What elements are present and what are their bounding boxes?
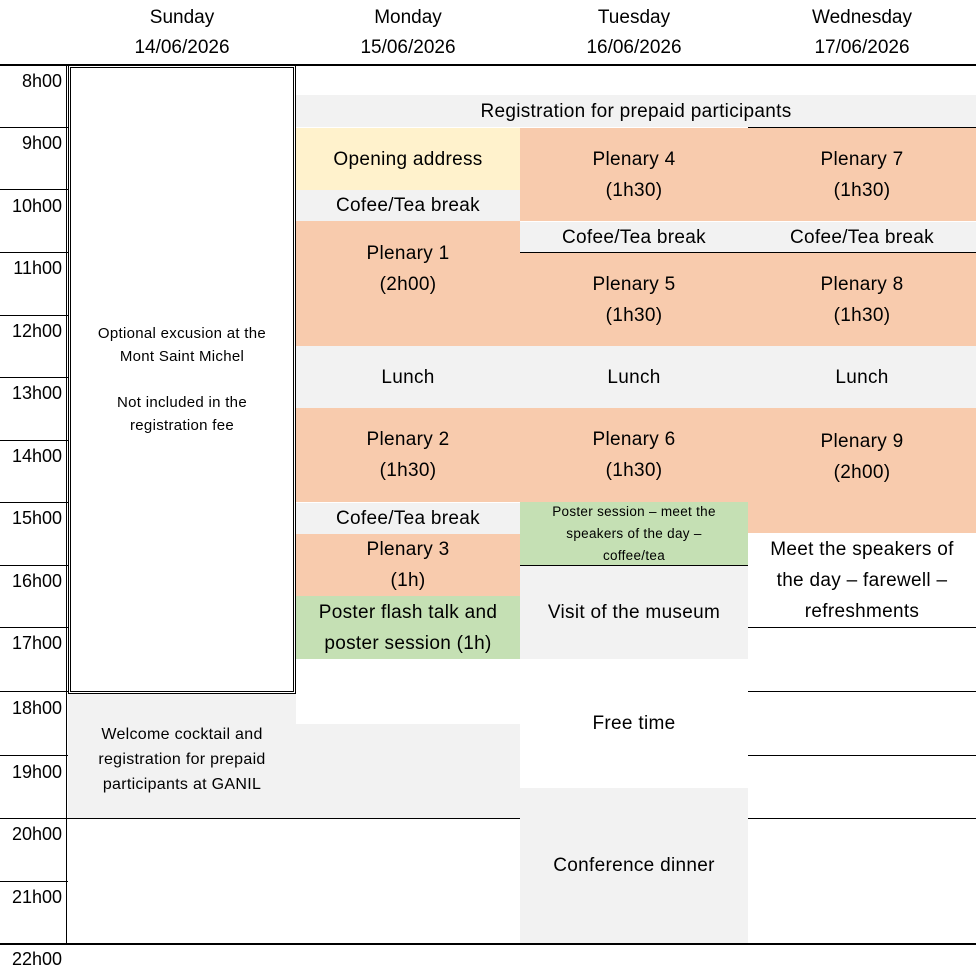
hour-label: 22h00 [11,949,62,969]
day-name: Sunday [149,7,215,28]
plenary-title: Plenary 7 [820,148,904,170]
hour-line [748,627,976,628]
hour-line [0,189,68,190]
hour-label: 9h00 [21,133,62,153]
day-header-monday [296,3,520,63]
time-column-divider [66,64,67,944]
plenary-title: Plenary 6 [592,429,676,450]
plenary-title: Plenary 8 [820,273,904,295]
farewell-block [748,533,976,628]
hour-label: 12h00 [11,321,62,341]
day-name: Tuesday [597,7,671,28]
lunch-label: Lunch [835,366,889,388]
hour-line [0,252,68,253]
plenary2-block [296,408,520,502]
plenary3-block [296,534,520,596]
poster-flash-block [296,596,520,659]
hour-line [0,127,68,128]
lunch-block-wed [748,346,976,408]
plenary-title: Plenary 1 [366,242,450,264]
plenary-title: Plenary 2 [366,429,450,450]
coffee-break-label: Cofee/Tea break [336,195,480,216]
hour-line [520,252,976,253]
farewell-line: Meet the speakers of [770,539,954,560]
hour-label: 14h00 [11,446,62,466]
coffee-break-block-tue [520,222,748,253]
day-date: 17/06/2026 [814,37,910,58]
day-header-tuesday [520,3,748,63]
plenary-duration: (1h30) [833,179,891,201]
hour-line [748,755,976,756]
plenary4-block [520,128,748,221]
hour-line [0,818,520,819]
lunch-block-mon [296,346,520,408]
farewell-line: refreshments [804,601,920,622]
hour-line [0,755,68,756]
welcome-line: participants at GANIL [102,776,262,793]
coffee-break-block-mon-am [296,190,520,221]
poster-session-tue-block [520,502,748,565]
excursion-line: Mont Saint Michel [119,348,245,365]
bottom-line [0,943,976,945]
museum-label: Visit of the museum [547,602,721,623]
coffee-break-label: Cofee/Tea break [790,227,934,248]
plenary-duration: (1h30) [605,179,663,201]
museum-block [520,566,748,659]
coffee-break-block-wed [748,222,976,253]
plenary-duration: (2h00) [379,273,437,295]
day-name: Monday [374,7,442,28]
day-header-sunday [68,3,296,63]
plenary-title: Plenary 9 [820,430,904,452]
plenary-title: Plenary 3 [366,539,450,560]
day-date: 14/06/2026 [134,37,230,58]
farewell-line: the day – farewell – [776,570,948,591]
plenary-duration: (1h30) [379,460,437,481]
lunch-block-tue [520,346,748,408]
plenary-title: Plenary 4 [592,148,676,170]
plenary-duration: (2h00) [833,461,891,483]
hour-line [748,691,976,692]
hour-line [0,440,68,441]
hour-line [748,818,976,819]
plenary7-block [748,128,976,221]
day-date: 16/06/2026 [586,37,682,58]
registration-label: Registration for prepaid participants [480,100,792,122]
coffee-break-block-mon-pm [296,503,520,534]
plenary-duration: (1h30) [833,304,891,326]
plenary-duration: (1h30) [605,460,663,481]
plenary6-block [520,408,748,502]
hour-label: 15h00 [11,508,62,528]
day-date: 15/06/2026 [360,37,456,58]
poster-tue-line: speakers of the day – [566,525,702,541]
welcome-line: Welcome cocktail and [101,726,263,743]
welcome-cocktail-block [68,694,296,818]
hour-label: 17h00 [11,633,62,653]
registration-block [296,95,976,127]
plenary-duration: (1h30) [605,304,663,326]
poster-flash-line: Poster flash talk and [318,601,498,623]
excursion-line: Not included in the [117,394,247,411]
hour-label: 18h00 [11,698,62,718]
dinner-label: Conference dinner [553,855,715,876]
hour-line [520,565,748,566]
poster-tue-line: Poster session – meet the [552,503,716,519]
hour-line [0,881,68,882]
hour-line [0,627,68,628]
hour-label: 11h00 [13,258,62,278]
excursion-line: registration fee [129,417,235,434]
hour-label: 21h00 [11,887,62,907]
excursion-line: Optional excusion at the [97,325,267,342]
coffee-break-label: Cofee/Tea break [336,508,480,529]
welcome-extension-block [296,724,520,818]
coffee-break-label: Cofee/Tea break [562,227,706,248]
hour-label: 10h00 [11,196,62,216]
poster-tue-line: coffee/tea [602,547,666,563]
poster-flash-line: poster session (1h) [324,632,492,654]
welcome-line: registration for prepaid [98,751,266,768]
hour-line [0,691,68,692]
hour-label: 8h00 [21,71,62,91]
conference-dinner-block [520,788,748,943]
plenary8-block [748,253,976,346]
free-time-label: Free time [592,713,676,734]
hour-label: 16h00 [11,571,62,591]
day-header-wednesday [748,3,976,63]
lunch-label: Lunch [381,366,435,388]
hour-label: 20h00 [11,824,62,844]
hour-line [0,315,68,316]
hour-line [0,502,68,503]
plenary-title: Plenary 5 [592,273,676,295]
hour-line [0,565,68,566]
day-name: Wednesday [812,7,912,28]
plenary9-block [748,408,976,533]
free-time-block [520,659,748,788]
hour-label: 13h00 [11,383,62,403]
lunch-label: Lunch [607,366,661,388]
opening-address-block [296,128,520,190]
hour-line [748,127,976,128]
opening-label: Opening address [333,148,483,170]
sunday-excursion-block [68,65,296,694]
plenary1-block [296,221,520,346]
hour-line [0,377,68,378]
plenary-duration: (1h) [390,570,426,591]
hour-label: 19h00 [11,762,62,782]
plenary5-block [520,253,748,346]
